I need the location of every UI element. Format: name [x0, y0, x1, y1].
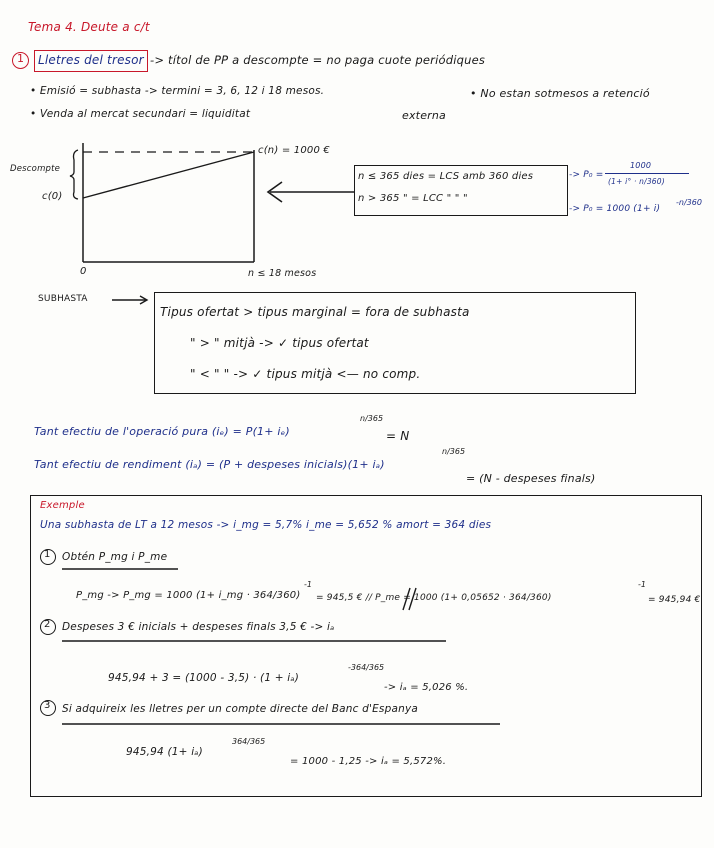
- graph-label-cn: c(n) = 1000 €: [258, 145, 330, 156]
- bullet-externa: externa: [402, 109, 446, 122]
- step-2-exp: -364/365: [348, 663, 385, 672]
- bullet-emissio: • Emisió = subhasta -> termini = 3, 6, 12 i 18 mesos.: [30, 85, 325, 97]
- subhasta-row-1: Tipus ofertat > tipus marginal = fora de subhasta: [160, 305, 470, 319]
- p0-short-label: -> P₀ =: [569, 170, 604, 180]
- p0-short-numerator: 1000: [630, 161, 652, 170]
- tant-efectiu-operacio-exp: n/365: [360, 414, 384, 423]
- lc-row-short: n ≤ 365 dies = LCS amb 360 dies: [358, 171, 534, 182]
- step-2-end: -> iₐ = 5,026 %.: [384, 682, 469, 693]
- step-3-formula: 945,94 (1+ iₐ): [126, 746, 203, 758]
- subhasta-label: SUBHASTA: [38, 294, 88, 304]
- tant-efectiu-operacio: Tant efectiu de l'operació pura (iₑ) = P(1+ iₑ): [34, 425, 290, 438]
- bullet-venda: • Venda al mercat secundari = liquiditat: [30, 108, 251, 120]
- step-1-number: 1: [44, 549, 51, 560]
- lc-row-long: n > 365 " = LCC " " ": [358, 193, 468, 204]
- p0-fraction-bar: [605, 173, 689, 174]
- page-title: Tema 4. Deute a c/t: [28, 20, 150, 34]
- example-intro: Una subhasta de LT a 12 mesos -> i_mg = 5,7% i_me = 5,652 % amort = 364 dies: [40, 519, 492, 531]
- section-heading: Lletres del tresor: [38, 53, 144, 67]
- step-3-number: 3: [44, 700, 51, 711]
- subhasta-row-2: " > " mitjà -> ✓ tipus ofertat: [190, 336, 369, 350]
- graph-label-n: n ≤ 18 mesos: [248, 268, 317, 279]
- section-number: 1: [17, 52, 25, 65]
- subhasta-row-3: " < " " -> ✓ tipus mitjà <— no comp.: [190, 367, 421, 381]
- graph-label-origin: 0: [80, 266, 87, 277]
- p0-long-exponent: -n/360: [676, 198, 702, 207]
- tant-efectiu-rendiment: Tant efectiu de rendiment (iₐ) = (P + despeses inicials)(1+ iₐ): [34, 458, 385, 471]
- p0-long-formula: -> P₀ = 1000 (1+ i): [569, 204, 661, 214]
- step-2-number: 2: [44, 619, 51, 630]
- tant-efectiu-operacio-end: = N: [386, 429, 410, 443]
- bullet-no-retencio: • No estan sotmesos a retenció: [470, 87, 650, 100]
- step-1-title: Obtén P_mg i P_me: [62, 551, 168, 563]
- step-1-exp-2: -1: [638, 580, 646, 589]
- step-3-end: = 1000 - 1,25 -> iₐ = 5,572%.: [290, 756, 447, 767]
- p0-short-denominator: (1+ i° · n/360): [608, 177, 665, 186]
- step-1-end: = 945,94 €: [648, 595, 701, 605]
- step-1-exp-1: -1: [304, 580, 312, 589]
- tant-efectiu-rendiment-exp: n/365: [442, 447, 466, 456]
- example-title: Exemple: [40, 500, 85, 511]
- definition-text: -> títol de PP a descompte = no paga cuote periódiques: [150, 53, 486, 67]
- step-1-result: = 945,5 € // P_me = 1000 (1+ 0,05652 · 364/360): [316, 593, 552, 603]
- step-1-formula: P_mg -> P_mg = 1000 (1+ i_mg · 364/360): [76, 590, 301, 601]
- step-2-title: Despeses 3 € inicials + despeses finals 3,5 € -> iₐ: [62, 621, 335, 633]
- step-3-title: Si adquireix les lletres per un compte directe del Banc d'Espanya: [62, 703, 419, 715]
- step-3-exp: 364/365: [232, 737, 266, 746]
- tant-efectiu-rendiment-end: = (N - despeses finals): [466, 472, 596, 485]
- graph-label-c0: c(0): [42, 191, 63, 202]
- graph-label-descompte: Descompte: [10, 164, 61, 174]
- step-2-formula: 945,94 + 3 = (1000 - 3,5) · (1 + iₐ): [108, 672, 300, 684]
